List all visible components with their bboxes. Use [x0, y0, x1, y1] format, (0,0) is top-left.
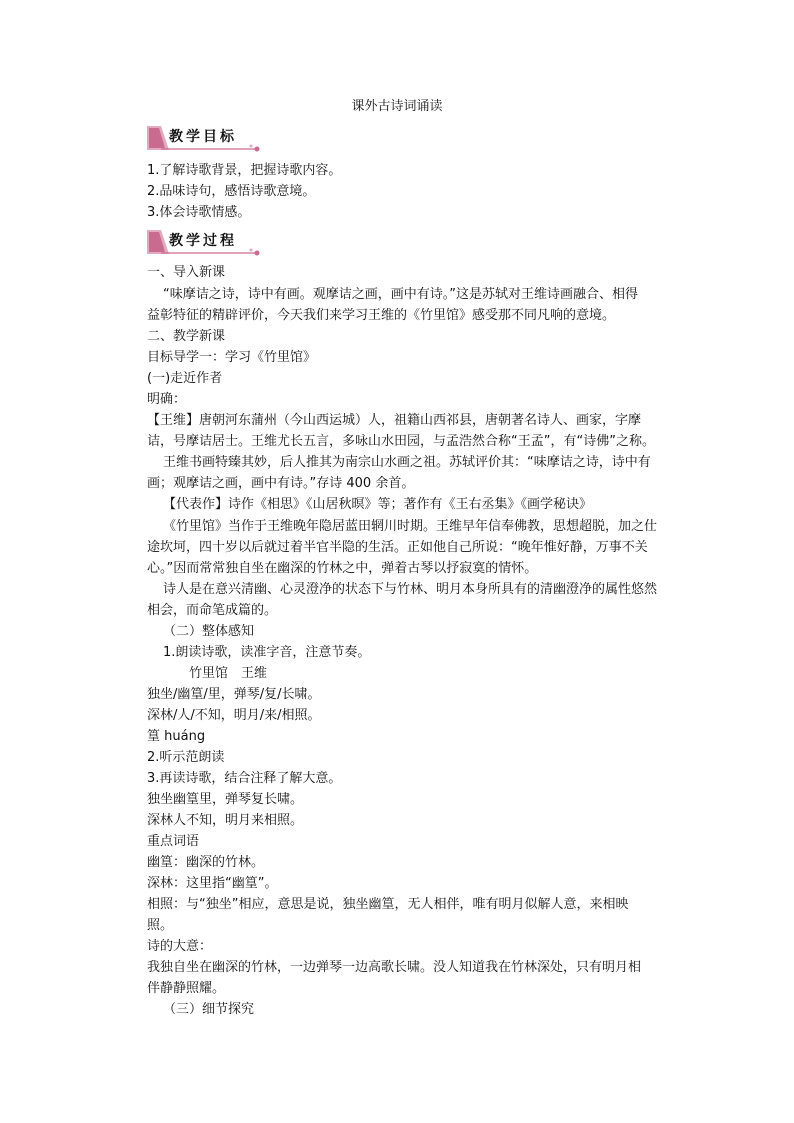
paragraph-line: 途坎坷，四十岁以后就过着半官半隐的生活。正如他自己所说：“晚年惟好静，万事不关: [147, 540, 648, 555]
paragraph-line: 画；观摩诘之画，画中有诗。”存诗 400 余首。: [147, 476, 415, 491]
subheading: 目标导学一：学习《竹里馆》: [147, 350, 317, 365]
poem-line: 深林/人/不知，明月/来/相照。: [147, 708, 321, 723]
paragraph-line: 照。: [147, 918, 174, 933]
section-heading: 二、教学新课: [147, 329, 226, 344]
subheading: （二）整体感知: [163, 624, 255, 639]
goal-item: 1.了解诗歌背景，把握诗歌内容。: [147, 163, 342, 178]
section-heading-goals: 教学目标: [169, 129, 237, 145]
paragraph-line: 深林：这里指“幽篁”。: [147, 876, 278, 891]
poem-line: 深林人不知，明月来相照。: [147, 813, 304, 828]
paragraph-line: 益彰特征的精辟评价，今天我们来学习王维的《竹里馆》感受那不同凡响的意境。: [147, 308, 616, 323]
section-banner-goals: [147, 124, 265, 152]
subheading: 重点词语: [147, 834, 200, 849]
goal-item: 2.品味诗句，感悟诗歌意境。: [147, 184, 316, 199]
paragraph-line: 明确：: [147, 392, 187, 407]
section-banner-process: [147, 228, 265, 256]
pronunciation-note: 篁 huáng: [147, 729, 206, 744]
paragraph-line: 《竹里馆》当作于王维晚年隐居蓝田辋川时期。王维早年信奉佛教，思想超脱，加之仕: [163, 519, 658, 534]
paragraph-line: 1.朗读诗歌，读准字音，注意节奏。: [163, 645, 371, 660]
paragraph-line: 伴静静照耀。: [147, 981, 226, 996]
paragraph-line: 3.再读诗歌，结合注释了解大意。: [147, 771, 342, 786]
paragraph-line: 【王维】唐朝河东蒲州（今山西运城）人，祖籍山西祁县，唐朝著名诗人、画家，字摩: [147, 413, 642, 428]
poem-line: 独坐/幽篁/里，弹琴/复/长啸。: [147, 687, 321, 702]
paragraph-line: 诘，号摩诘居士。王维尤长五言，多咏山水田园，与孟浩然合称“王孟”，有“诗佛”之称。: [147, 434, 655, 449]
subheading: (一)走近作者: [147, 371, 223, 386]
paragraph-line: 心。”因而常常独自坐在幽深的竹林之中，弹着古琴以抒寂寞的情怀。: [147, 561, 538, 576]
paragraph-line: 相会，而命笔成篇的。: [147, 603, 278, 618]
paragraph-line: 王维书画特臻其妙，后人推其为南宗山水画之祖。苏轼评价其：“味摩诘之诗，诗中有: [163, 455, 651, 470]
page-title: 课外古诗词诵读: [351, 99, 443, 114]
paragraph-line: “味摩诘之诗，诗中有画。观摩诘之画，画中有诗。”这是苏轼对王维诗画融合、相得: [163, 287, 638, 302]
paragraph-line: 【代表作】诗作《相思》《山居秋暝》等；著作有《王右丞集》《画学秘诀》: [163, 497, 593, 512]
subheading: 诗的大意：: [147, 939, 213, 954]
goal-item: 3.体会诗歌情感。: [147, 205, 251, 220]
poem-line: 独坐幽篁里，弹琴复长啸。: [147, 792, 304, 807]
paragraph-line: 相照：与“独坐”相应，意思是说，独坐幽篁，无人相伴，唯有明月似解人意，来相映: [147, 897, 629, 912]
section-heading: 一、导入新课: [147, 265, 226, 280]
section-heading-process: 教学过程: [169, 233, 237, 249]
paragraph-line: 幽篁：幽深的竹林。: [147, 855, 265, 870]
paragraph-line: 诗人是在意兴清幽、心灵澄净的状态下与竹林、明月本身所具有的清幽澄净的属性悠然: [163, 582, 658, 597]
paragraph-line: 2.听示范朗读: [147, 750, 225, 765]
subheading: （三）细节探究: [163, 1002, 255, 1017]
paragraph-line: 我独自坐在幽深的竹林，一边弹琴一边高歌长啸。没人知道我在竹林深处，只有明月相: [147, 960, 642, 975]
poem-title: 竹里馆 王维: [189, 666, 268, 681]
